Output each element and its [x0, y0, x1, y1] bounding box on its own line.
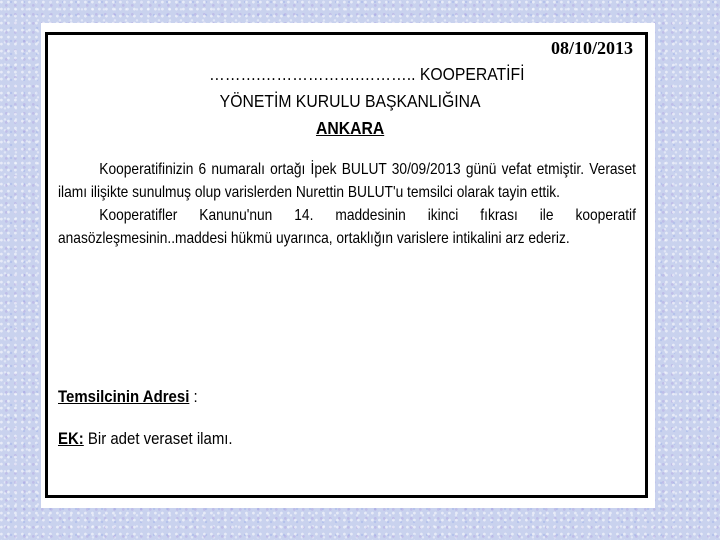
attachment-label: EK:	[58, 429, 84, 448]
document-sheet	[41, 23, 655, 508]
body-paragraph: Kooperatifler Kanunu'nun 14. maddesinin ikinci fıkrası ile kooperatif anasözleşmesinin..maddesi hükmü uyarınca, ortaklığın varislere intikalini arz ederiz.	[58, 207, 636, 247]
recipient-board: YÖNETİM KURULU BAŞKANLIĞINA	[219, 91, 481, 111]
attachment-line	[58, 429, 233, 449]
address-colon: :	[189, 387, 198, 406]
address-label: Temsilcinin Adresi	[58, 387, 190, 406]
letter-date: 08/10/2013	[550, 38, 633, 58]
letter-body	[58, 158, 636, 250]
recipient-cooperative: ……….……………….……….. KOOPERATİFİ	[208, 64, 525, 84]
representative-address	[58, 387, 198, 407]
letter-frame	[45, 32, 648, 498]
attachment-text: Bir adet veraset ilamı.	[83, 429, 233, 448]
recipient-city: ANKARA	[315, 118, 385, 138]
body-paragraph: Kooperatifinizin 6 numaralı ortağı İpek BULUT 30/09/2013 günü vefat etmiştir. Veraset ilamı ilişikte sunulmuş olup varislerden Nurettin BULUT'u temsilci olarak tayin ettik.	[58, 161, 636, 201]
